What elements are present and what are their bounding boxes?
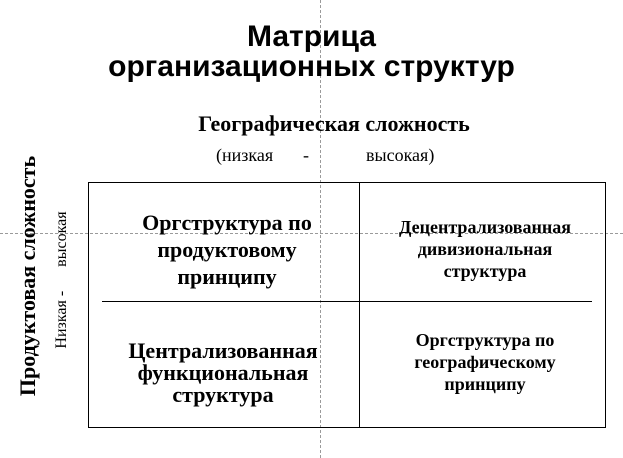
cell-line: функциональная xyxy=(137,360,309,385)
geo-axis-low: (низкая xyxy=(216,145,274,165)
cell-line: Оргструктура по xyxy=(142,210,312,235)
geo-axis-dash: - xyxy=(303,145,309,165)
geo-axis-label: Географическая сложность xyxy=(198,111,470,136)
cell-line: структура xyxy=(172,382,274,407)
geo-axis-high: высокая) xyxy=(366,145,435,165)
cell-line: принципу xyxy=(177,263,277,289)
cell-line: Оргструктура по xyxy=(415,330,555,350)
cell-line: географическому xyxy=(414,351,556,372)
cell-line: Централизованная xyxy=(128,338,318,363)
cell-line: Децентрализованная xyxy=(399,217,571,237)
title-line-1: Матрица xyxy=(247,20,376,53)
product-axis-range: Низкая - высокая xyxy=(53,211,70,349)
matrix-vertical-divider xyxy=(359,182,360,428)
page-title xyxy=(0,22,623,82)
product-axis-label: Продуктовая сложность xyxy=(15,155,40,397)
cell-line: структура xyxy=(443,260,527,281)
cell-product-structure xyxy=(118,210,336,290)
cell-line: принципу xyxy=(444,373,526,394)
cell-line: продуктовому xyxy=(157,236,297,262)
cell-centralized-functional xyxy=(104,340,342,406)
title-line-2: организационных структур xyxy=(108,50,515,83)
matrix-horizontal-divider xyxy=(102,301,592,302)
cell-decentralized-divisional xyxy=(372,217,598,283)
cell-geographic-structure xyxy=(372,330,598,396)
cell-line: дивизиональная xyxy=(417,238,553,259)
